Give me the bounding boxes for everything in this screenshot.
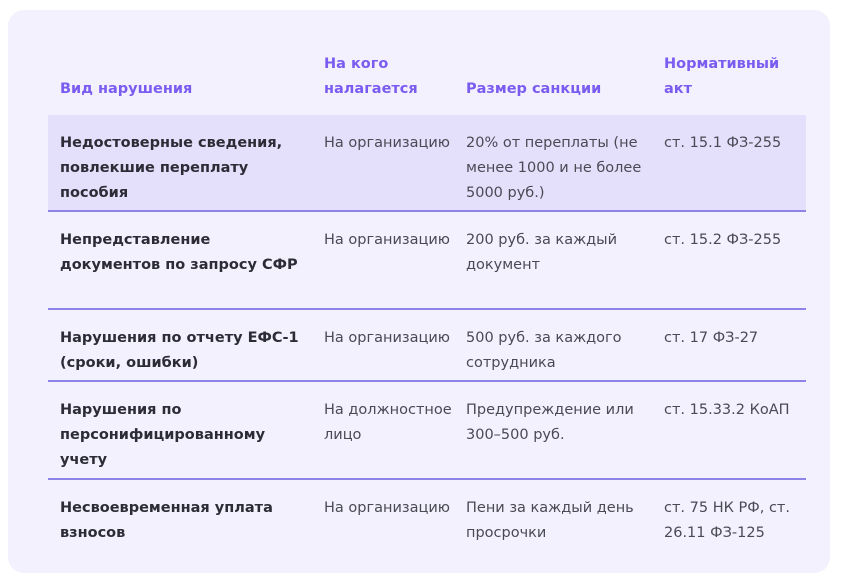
sanction-cell: Пени за каждый день просрочки: [466, 500, 634, 541]
sanction-cell: 500 руб. за каждого сотрудника: [466, 330, 622, 371]
table-header-row: [48, 50, 806, 115]
header-act: Нормативный акт: [664, 56, 780, 97]
on-whom-cell: На должностное лицо: [324, 402, 452, 443]
violation-cell: Непредставление документов по запросу СФР: [60, 232, 298, 273]
violation-cell: Нарушения по отчету ЕФС-1 (сроки, ошибки): [60, 330, 299, 371]
table-row: [48, 382, 806, 480]
sanction-cell: 20% от переплаты (не менее 1000 и не более 5000 руб.): [466, 135, 642, 201]
table-row: [48, 310, 806, 382]
sanctions-table: [48, 50, 806, 552]
act-cell: ст. 15.2 ФЗ-255: [664, 232, 782, 248]
sanctions-card: [8, 10, 830, 573]
table-row: [48, 480, 806, 552]
on-whom-cell: На организацию: [324, 500, 450, 516]
act-cell: ст. 17 ФЗ-27: [664, 330, 759, 346]
on-whom-cell: На организацию: [324, 232, 450, 248]
header-sanction: Размер санкции: [466, 81, 602, 97]
table-row: [48, 115, 806, 212]
header-on-whom: На кого налагается: [324, 56, 418, 97]
sanction-cell: Предупреждение или 300–500 руб.: [466, 402, 634, 443]
act-cell: ст. 15.33.2 КоАП: [664, 402, 790, 418]
on-whom-cell: На организацию: [324, 135, 450, 151]
header-violation: Вид нарушения: [60, 81, 193, 97]
act-cell: ст. 75 НК РФ, ст. 26.11 ФЗ-125: [664, 500, 790, 541]
violation-cell: Недостоверные сведения, повлекшие переплату пособия: [60, 135, 283, 201]
violation-cell: Нарушения по персонифицированному учету: [60, 402, 266, 468]
act-cell: ст. 15.1 ФЗ-255: [664, 135, 782, 151]
on-whom-cell: На организацию: [324, 330, 450, 346]
table-row: [48, 212, 806, 310]
sanction-cell: 200 руб. за каждый документ: [466, 232, 618, 273]
violation-cell: Несвоевременная уплата взносов: [60, 500, 273, 541]
